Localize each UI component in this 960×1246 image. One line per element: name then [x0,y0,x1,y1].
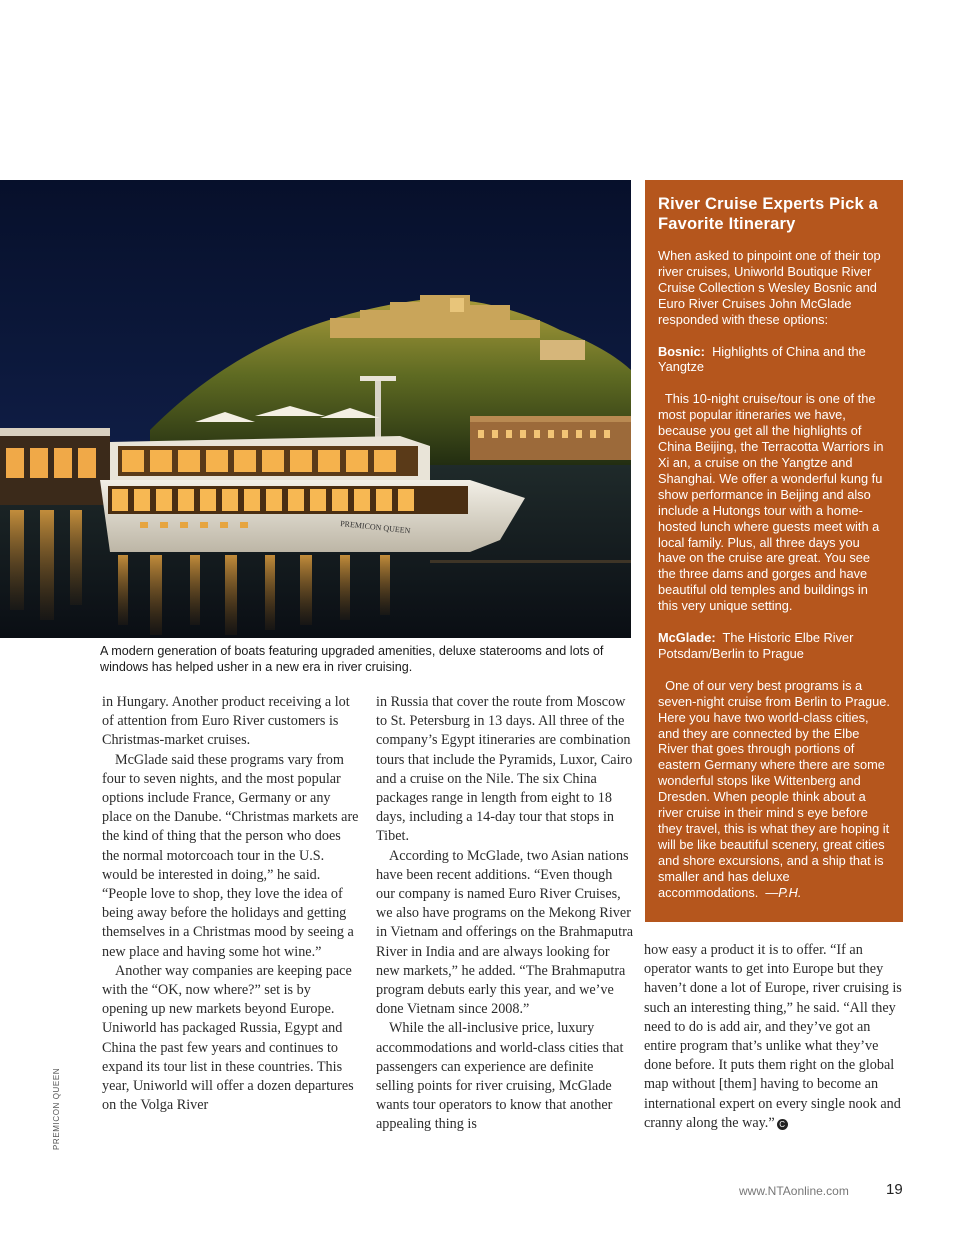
paragraph: McGlade said these programs vary from four to seven nights, and the most popular options include France, Germany or any place on the Danube. “Christmas markets are the kind of thing that the person who does the normal motorcoach tour in the U.S. would be interested in doing,” he said. “People love to shop, they love the idea of being away before the holidays and getting themselves in a Christmas mood by seeing a new place and having some hot wine.” [102,751,359,960]
itinerary-description: This 10-night cruise/tour is one of the most popular itineraries we have, because you get all the highlights of China Beijing, the Terracotta Warriors in Xi an, a cruise on the Yangtze and Shanghai. We offer a wonderful kung fu show performance in Beijing and also include a Hutongs tour with a home-hosted lunch where guests meet with a local family. Plus, all three days you have on the cruise are great. You see the three dams and gorges and have beautiful old temples and buildings in this very unique setting. [658,391,884,614]
sidebar-intro: When asked to pinpoint one of their top river cruises, Uniworld Boutique River Cruise Collection s Wesley Bosnic and Euro River Cruises John McGlade responded with these options: [658,248,881,327]
paragraph: in Hungary. Another product receiving a lot of attention from Euro River customers is Christmas-market cruises. [102,694,350,749]
itinerary-title: The Historic Elbe River Potsdam/Berlin to Prague [658,630,854,661]
article-column-1 [102,693,360,1115]
river-cruise-night-photo [0,180,631,638]
article-column-2 [376,693,634,1135]
paragraph: Another way companies are keeping pace with the “OK, now where?” set is by opening up new markets beyond Europe. Uniworld has packaged Russia, Egypt and China the past few years and continues to expand its tour list in these countries. This year, Uniworld will offer a dozen departures on the Volga River [102,962,354,1114]
paragraph-text: how easy a product it is to offer. “If an operator wants to get into Europe but they haven’t done a lot of Europe, river cruising is such an interesting thing,” he said. “All they need to do is add air, and they’ve got an entire program that’s unlike what they’ve done before. It puts them right on the global map without [them] having to become an international expert on every single nook and cranny along the way.” [644,942,902,1131]
itinerary-title: Highlights of China and the Yangtze [658,343,866,375]
paragraph: in Russia that cover the route from Moscow to St. Petersburg in 13 days. All three of the company’s Egypt itineraries are combination tours that include the Pyramids, Luxor, Cairo and a cruise on the Nile. The six China packages range in length from eight to 18 days, including a 14-day tour that stops in Tibet. [376,694,633,845]
paragraph: According to McGlade, two Asian nations have been recent additions. “Even though our company is named Euro River Cruises, we also have programs on the Mekong River in Vietnam and offerings on the Brahmaputra River in India and are always looking for new markets,” he added. “The Brahmaputra program debuts early this year, and we’ve done Vietnam since 2008.” [376,847,634,1018]
photo-caption: A modern generation of boats featuring upgraded amenities, deluxe staterooms and lots of windows has helped usher in a new era in river cruising. [100,644,604,674]
sidebar-pick-text [658,391,890,614]
sidebar-pick-heading [658,630,890,662]
expert-name: McGlade: [658,630,716,646]
end-of-story-mark: C [777,1119,788,1130]
footer-url: www.NTAonline.com [739,1184,849,1198]
paragraph: While the all-inclusive price, luxury accommodations and world-class cities that passengers can experience are definite selling points for river cruising, McGlade wants tour operators to know that another appealing thing is [376,1020,624,1133]
sidebar-box [645,180,903,922]
sidebar-pick-text [658,678,890,901]
page-number: 19 [886,1181,903,1198]
author-signature: —P.H. [765,884,802,900]
photo-credit: PREMICON QUEEN [52,1067,61,1150]
ship-name-label: PREMICON QUEEN [339,519,411,536]
expert-name: Bosnic: [658,343,705,359]
itinerary-description: One of our very best programs is a seven-night cruise from Berlin to Prague. Here you have two world-class cities, and they are connected by the Elbe River that goes through portions of eastern Germany where there are some wonderful stops like Wittenberg and Dresden. When people think about a river cruise in their mind s eye before they travel, this is what they are hoping it will be like beautiful scenery, great cities and shore excursions, and a ship that is smaller and has deluxe accommodations. [658,677,890,900]
paragraph [644,941,902,1133]
article-column-3 [644,941,902,1133]
sidebar-title: River Cruise Experts Pick a Favorite Itinerary [658,195,879,233]
feature-photo [0,180,631,638]
sidebar-pick-heading [658,344,890,376]
